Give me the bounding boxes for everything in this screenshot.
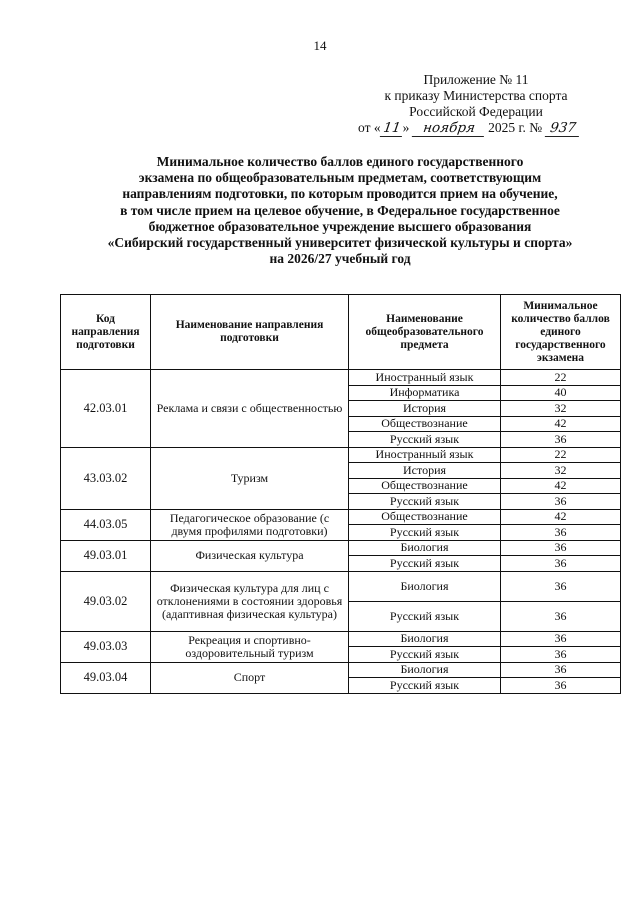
min-score: 42 [501,416,621,432]
subject-name: Обществознание [349,416,501,432]
direction-code: 49.03.03 [61,631,151,662]
date-prefix: от « [358,120,381,135]
table-row [61,447,621,463]
subject-name: Русский язык [349,678,501,694]
subject-name: Русский язык [349,647,501,663]
min-score: 32 [501,401,621,417]
subject-name: Информатика [349,385,501,401]
min-score: 36 [501,525,621,541]
subject-name: Биология [349,631,501,647]
table-header-row [61,295,621,370]
direction-code: 49.03.01 [61,540,151,571]
appendix-line-1: Приложение № 11 [423,72,529,87]
handwritten-day: 11 [379,120,403,137]
direction-code: 42.03.01 [61,370,151,448]
subject-name: Русский язык [349,556,501,572]
subject-name: Биология [349,662,501,678]
direction-code: 44.03.05 [61,509,151,540]
title-line: на 2026/27 учебный год [269,251,411,267]
direction-code: 43.03.02 [61,447,151,509]
appendix-line-2: к приказу Министерства спорта [384,88,568,103]
direction-name: Реклама и связи с общественностью [151,370,349,448]
min-score: 36 [501,571,621,601]
direction-name: Спорт [151,662,349,693]
subject-name: Русский язык [349,432,501,448]
min-score: 36 [501,678,621,694]
table-row [61,571,621,601]
document-title [60,154,620,267]
direction-name: Физическая культура [151,540,349,571]
title-line: экзамена по общеобразовательным предметам, соответствующим [138,170,542,186]
appendix-header [356,72,596,120]
title-line: направлениям подготовки, по которым проводится прием на обучение, [122,186,558,202]
handwritten-order-number: 937 [544,120,580,137]
subject-name: Иностранный язык [349,370,501,386]
min-score: 36 [501,540,621,556]
header-code: Код направления подготовки [61,295,151,370]
subject-name: Обществознание [349,478,501,494]
title-line: бюджетное образовательное учреждение высшего образования [148,218,532,234]
table-body [61,370,621,694]
table-row [61,509,621,525]
header-min-score: Минимальное количество баллов единого государственного экзамена [501,295,621,370]
subject-name: История [349,401,501,417]
min-score: 36 [501,647,621,663]
header-subject: Наименование общеобразовательного предмета [349,295,501,370]
subject-name: Русский язык [349,525,501,541]
title-line: в том числе прием на целевое обучение, в Федеральное государственное [120,202,560,218]
subject-name: Биология [349,571,501,601]
min-score: 22 [501,447,621,463]
direction-name: Туризм [151,447,349,509]
header-direction: Наименование направления подготовки [151,295,349,370]
min-score: 22 [501,370,621,386]
scores-table [60,294,621,694]
year-text: 2025 г. № [488,120,543,135]
title-line: «Сибирский государственный университет физической культуры и спорта» [107,235,573,251]
appendix-line-3: Российской Федерации [409,104,543,119]
min-score: 42 [501,509,621,525]
title-line: Минимальное количество баллов единого государственного [156,154,524,169]
min-score: 36 [501,631,621,647]
direction-code: 49.03.04 [61,662,151,693]
page-number: 14 [313,38,327,53]
subject-name: Биология [349,540,501,556]
min-score: 36 [501,556,621,572]
direction-name: Педагогическое образование (с двумя профилями подготовки) [151,509,349,540]
min-score: 40 [501,385,621,401]
direction-name: Физическая культура для лиц с отклонениями в состоянии здоровья (адаптивная физическая культура) [151,571,349,631]
table-row [61,631,621,647]
min-score: 36 [501,494,621,510]
handwritten-month: ноября [412,120,486,137]
direction-code: 49.03.02 [61,571,151,631]
min-score: 36 [501,432,621,448]
min-score: 42 [501,478,621,494]
table-row [61,370,621,386]
subject-name: Иностранный язык [349,447,501,463]
direction-name: Рекреация и спортивно-оздоровительный туризм [151,631,349,662]
subject-name: История [349,463,501,479]
subject-name: Русский язык [349,494,501,510]
min-score: 36 [501,662,621,678]
subject-name: Обществознание [349,509,501,525]
order-reference [358,120,580,137]
subject-name: Русский язык [349,601,501,631]
min-score: 36 [501,601,621,631]
table-row [61,540,621,556]
min-score: 32 [501,463,621,479]
quote-close: » [402,120,410,135]
table-row [61,662,621,678]
